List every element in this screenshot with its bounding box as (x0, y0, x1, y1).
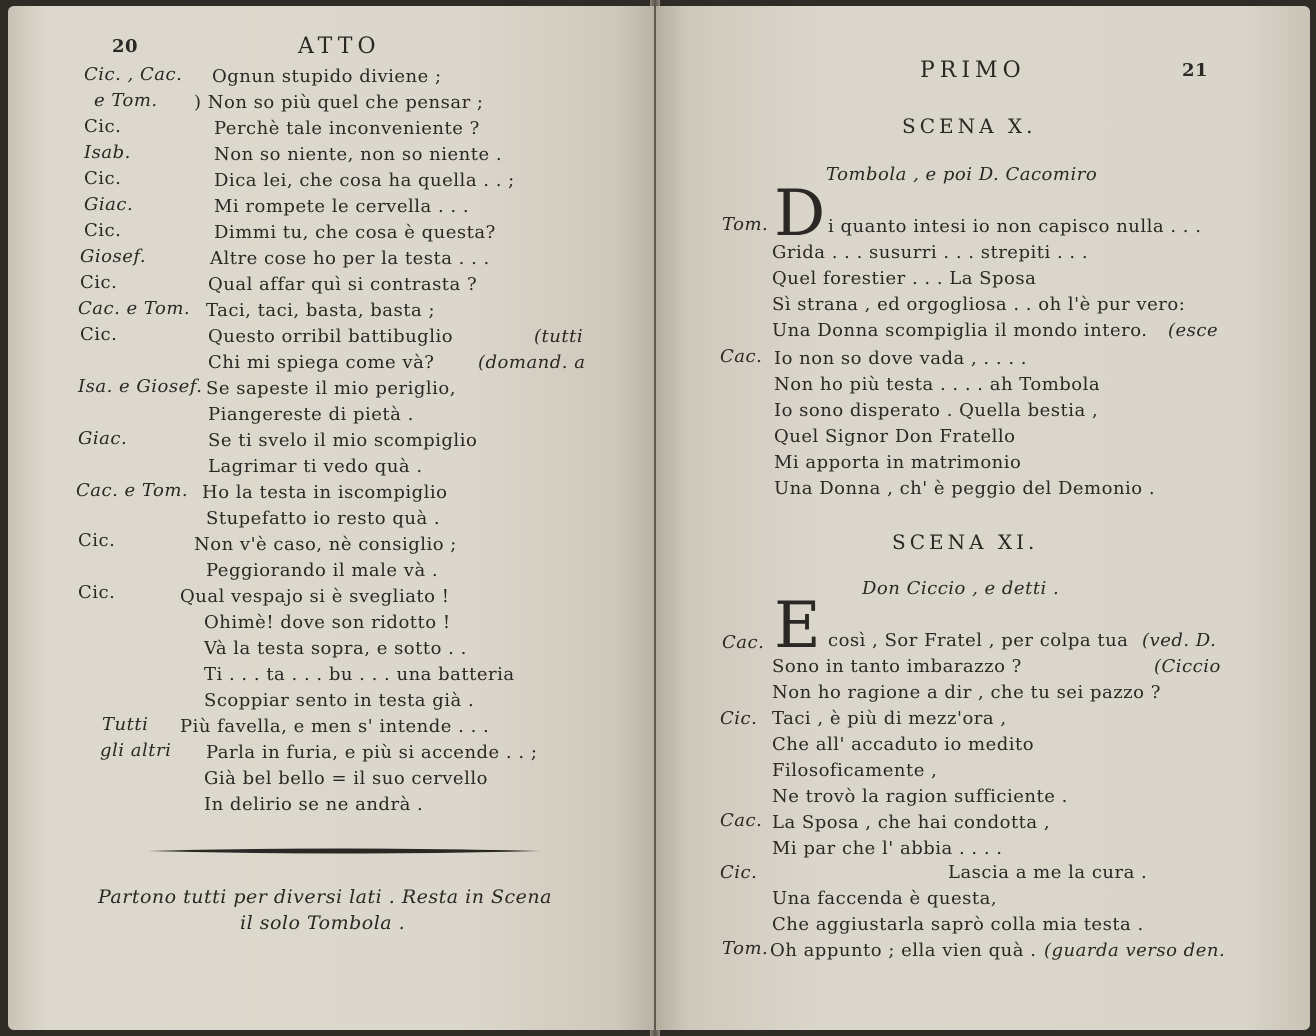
speaker: Tom. (722, 214, 769, 235)
verse-line: In delirio se ne andrà . (204, 794, 424, 815)
speaker: Cic. (80, 324, 118, 345)
verse-line: Una Donna , ch' è peggio del Demonio . (774, 478, 1156, 499)
verse-line: Grida . . . susurri . . . strepiti . . . (772, 242, 1089, 263)
stage-direction: il solo Tombola . (240, 912, 406, 934)
verse-line: Mi apporta in matrimonio (774, 452, 1022, 473)
verse-line: Già bel bello = il suo cervello (204, 768, 488, 789)
speaker: Cac. (720, 346, 763, 367)
verse-line: così , Sor Fratel , per colpa tua (828, 630, 1129, 651)
verse-line: Altre cose ho per la testa . . . (210, 248, 490, 269)
stage-note: (guarda verso den. (1044, 940, 1226, 961)
drop-cap: D (774, 177, 826, 251)
page-number-left: 20 (112, 36, 139, 57)
verse-line: Non so niente, non so niente . (214, 144, 503, 165)
verse-line: Ti . . . ta . . . bu . . . una batteria (204, 664, 515, 685)
ornamental-rule (148, 846, 540, 856)
stage-note: (tutti (534, 326, 584, 347)
verse-line: Mi par che l' abbia . . . . (772, 838, 1003, 859)
verse-line: Non ho ragione a dir , che tu sei pazzo ? (772, 682, 1161, 703)
speaker: Cac. e Tom. (76, 480, 189, 501)
verse-line: Lascia a me la cura . (948, 862, 1148, 883)
verse-line: Scoppiar sento in testa già . (204, 690, 475, 711)
verse-line: Non ho più testa . . . . ah Tombola (774, 374, 1101, 395)
speaker: Cac. (722, 632, 765, 653)
verse-line: Qual affar quì si contrasta ? (208, 274, 478, 295)
speaker: Cac. e Tom. (78, 298, 191, 319)
verse-line: Questo orribil battibuglio (208, 326, 454, 347)
left-page (8, 6, 654, 1030)
verse-line: Quel forestier . . . La Sposa (772, 268, 1037, 289)
speaker: Cic. (720, 708, 758, 729)
verse-line: Una Donna scompiglia il mondo intero. (772, 320, 1148, 341)
speaker: Giac. (78, 428, 128, 449)
verse-line: Qual vespajo si è svegliato ! (180, 586, 450, 607)
stage-direction: Partono tutti per diversi lati . Resta in Scena (98, 886, 552, 908)
verse-line: Ne trovò la ragion sufficiente . (772, 786, 1068, 807)
speaker: Isab. (84, 142, 131, 163)
verse-line: Ho la testa in iscompiglio (202, 482, 448, 503)
speaker: Tom. (722, 938, 769, 959)
speaker: Giosef. (80, 246, 147, 267)
verse-line: Io non so dove vada , . . . . (774, 348, 1027, 369)
speaker: Cic. (720, 862, 758, 883)
verse-line: Peggiorando il male và . (206, 560, 439, 581)
verse-line: Se sapeste il mio periglio, (206, 378, 456, 399)
verse-line: Filosoficamente , (772, 760, 938, 781)
speaker: Giac. (84, 194, 134, 215)
speaker: e Tom. (94, 90, 158, 111)
verse-line: Lagrimar ti vedo quà . (208, 456, 423, 477)
stage-note: (domand. a (478, 352, 586, 373)
verse-line: Sono in tanto imbarazzo ? (772, 656, 1022, 677)
verse-line: Mi rompete le cervella . . . (214, 196, 470, 217)
verse-line: Non v'è caso, nè consiglio ; (194, 534, 457, 555)
verse-line: Dimmi tu, che cosa è questa? (214, 222, 496, 243)
speaker: Isa. e Giosef. (78, 376, 203, 397)
verse-line: Dica lei, che cosa ha quella . . ; (214, 170, 515, 191)
verse-line: Ognun stupido diviene ; (212, 66, 442, 87)
verse-line: Ohimè! dove son ridotto ! (204, 612, 451, 633)
scene-heading: SCENA XI. (892, 530, 1039, 554)
stage-note: (Ciccio (1154, 656, 1221, 677)
verse-line: Stupefatto io resto quà . (206, 508, 441, 529)
speaker: Cac. (720, 810, 763, 831)
speaker: gli altri (100, 740, 172, 761)
verse-line: Parla in furia, e più si accende . . ; (206, 742, 538, 763)
verse-line: Oh appunto ; ella vien quà . (770, 940, 1037, 961)
verse-line: Và la testa sopra, e sotto . . (204, 638, 467, 659)
verse-line: Perchè tale inconveniente ? (214, 118, 480, 139)
verse-line: Che aggiustarla saprò colla mia testa . (772, 914, 1144, 935)
right-page (656, 6, 1310, 1030)
verse-line: Che all' accaduto io medito (772, 734, 1035, 755)
speaker: Cic. (84, 220, 122, 241)
verse-line: Più favella, e men s' intende . . . (180, 716, 490, 737)
stage-note: (ved. D. (1142, 630, 1217, 651)
verse-line: Una faccenda è questa, (772, 888, 998, 909)
speaker: Cic. (78, 530, 116, 551)
speaker: Cic. (84, 116, 122, 137)
scene-cast: Don Ciccio , e detti . (862, 578, 1060, 599)
drop-cap: E (774, 589, 821, 663)
verse-line: ) Non so più quel che pensar ; (194, 92, 484, 113)
speaker: Cic. (80, 272, 118, 293)
speaker: Cic. , Cac. (84, 64, 183, 85)
speaker: Tutti (102, 714, 149, 735)
verse-line: Io sono disperato . Quella bestia , (774, 400, 1099, 421)
speaker: Cic. (78, 582, 116, 603)
scene-heading: SCENA X. (902, 114, 1037, 138)
verse-line: La Sposa , che hai condotta , (772, 812, 1051, 833)
verse-line: i quanto intesi io non capisco nulla . . . (828, 216, 1202, 237)
verse-line: Piangereste di pietà . (208, 404, 414, 425)
verse-line: Quel Signor Don Fratello (774, 426, 1016, 447)
verse-line: Sì strana , ed orgogliosa . . oh l'è pur vero: (772, 294, 1186, 315)
stage-note: (esce (1168, 320, 1219, 341)
running-head-left: ATTO (298, 34, 381, 59)
scene-cast: Tombola , e poi D. Cacomiro (826, 164, 1098, 185)
verse-line: Chi mi spiega come và? (208, 352, 435, 373)
page-number-right: 21 (1182, 60, 1209, 81)
speaker: Cic. (84, 168, 122, 189)
verse-line: Taci , è più di mezz'ora , (772, 708, 1007, 729)
verse-line: Taci, taci, basta, basta ; (206, 300, 436, 321)
running-head-right: PRIMO (920, 58, 1026, 83)
verse-line: Se ti svelo il mio scompiglio (208, 430, 478, 451)
